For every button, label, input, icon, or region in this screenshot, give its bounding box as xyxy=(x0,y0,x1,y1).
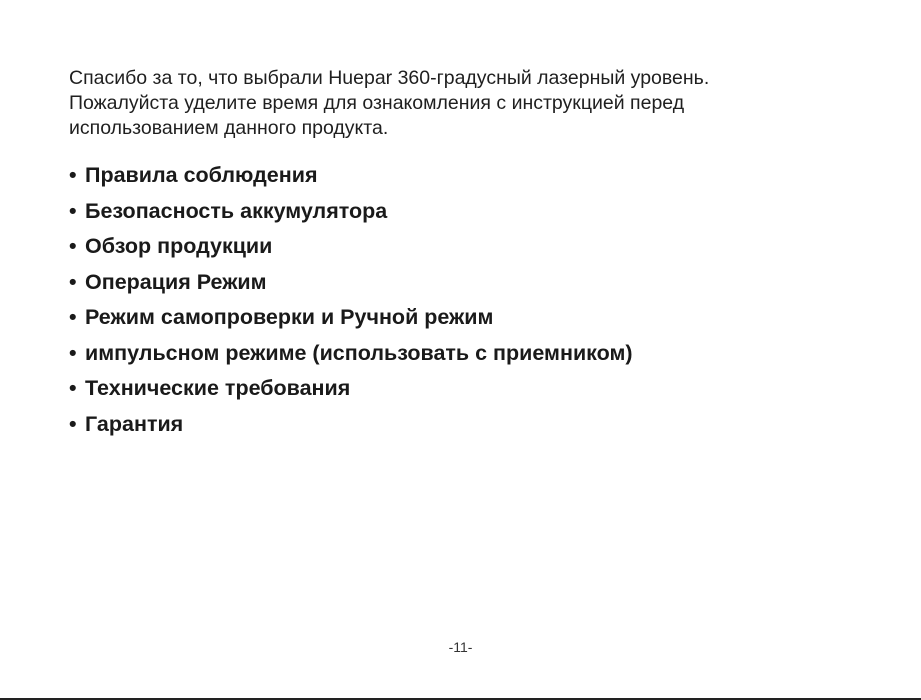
page-number: -11- xyxy=(448,639,473,655)
contents-item xyxy=(69,373,633,409)
bullet-icon: • xyxy=(69,198,77,223)
contents-item-label: Обзор продукции xyxy=(85,234,273,258)
bullet-icon: • xyxy=(69,234,77,258)
contents-item-label: Операция Режим xyxy=(85,269,267,294)
bullet-icon: • xyxy=(69,305,77,329)
contents-item-label: Безопасность аккумулятора xyxy=(85,198,388,223)
intro-paragraph xyxy=(69,66,869,141)
bullet-icon: • xyxy=(69,411,77,436)
contents-item xyxy=(69,267,633,303)
contents-item xyxy=(69,196,633,232)
bullet-icon: • xyxy=(69,340,77,365)
contents-item-label: Режим самопроверки и Ручной режим xyxy=(85,305,494,329)
contents-item xyxy=(69,160,633,196)
intro-line: Пожалуйста уделите время для ознакомления с инструкцией перед xyxy=(69,92,685,114)
contents-item xyxy=(69,231,633,267)
contents-item-label: Правила соблюдения xyxy=(85,163,318,187)
intro-line: Спасибо за то, что выбрали Huepar 360-градусный лазерный уровень. xyxy=(69,67,710,89)
contents-item xyxy=(69,338,633,374)
contents-item xyxy=(69,302,633,338)
contents-item-label: импульсном режиме (использовать с приемником) xyxy=(85,340,633,365)
contents-item-label: Технические требования xyxy=(85,376,351,400)
bullet-icon: • xyxy=(69,269,77,294)
contents-list xyxy=(69,160,633,444)
contents-item-label: Гарантия xyxy=(85,411,184,436)
bullet-icon: • xyxy=(69,163,77,187)
bullet-icon: • xyxy=(69,376,77,400)
contents-item xyxy=(69,409,633,445)
intro-line: использованием данного продукта. xyxy=(69,117,389,139)
